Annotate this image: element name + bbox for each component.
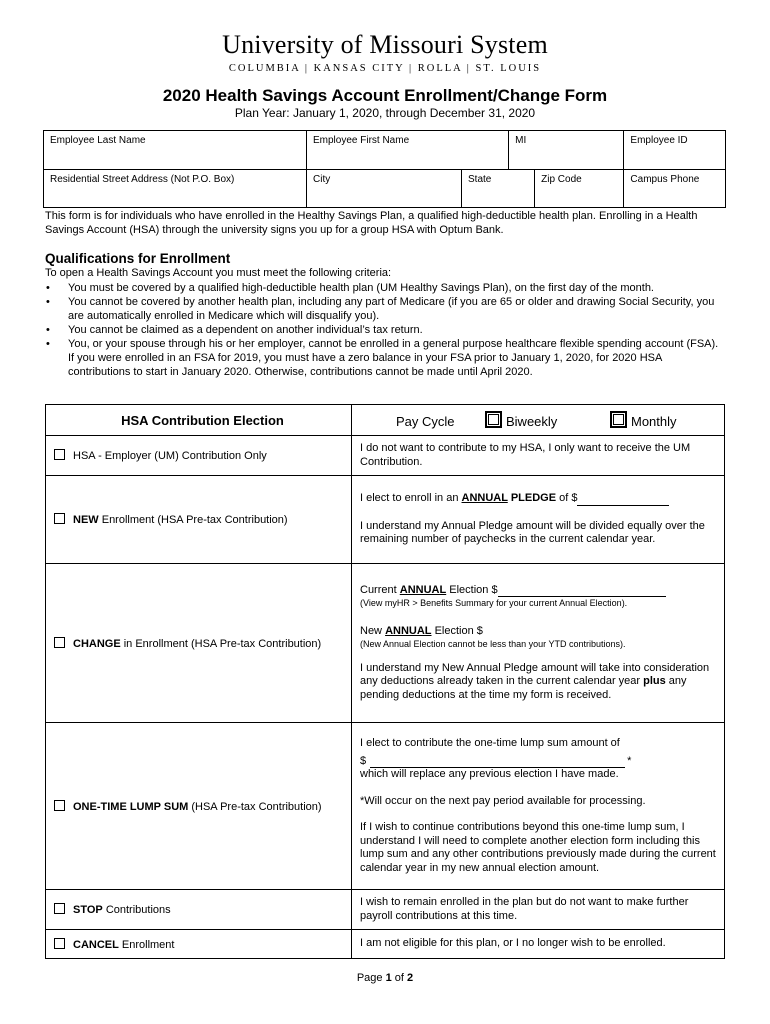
stop-label-rest: Contributions: [102, 904, 171, 916]
current-note: (View myHR > Benefits Summary for your current Annual Election).: [360, 598, 628, 609]
new-label-bold: NEW: [73, 514, 99, 526]
cancel-checkbox[interactable]: [54, 938, 65, 949]
letterhead: [0, 30, 770, 74]
intro-paragraph: This form is for individuals who have enrolled in the Healthy Savings Plan, a qualified high-deductible health plan. Enrolling in a Health Savings Account (HSA) through the university signs you up for a group HSA with Optum Bank.: [45, 210, 698, 236]
lump-star: *: [627, 754, 632, 767]
monthly-label: Monthly: [631, 414, 677, 429]
page-current: 1: [385, 972, 392, 984]
employee-info-table: [43, 130, 726, 208]
campus-phone-label: Campus Phone: [630, 174, 700, 185]
annual-pledge-input[interactable]: [577, 495, 669, 506]
lump-dollar: $: [360, 754, 367, 767]
cancel-label-rest: Enrollment: [118, 938, 175, 951]
lump-sum-option[interactable]: [46, 723, 352, 890]
stop-label-bold: STOP: [73, 904, 103, 916]
change-enrollment-checkbox[interactable]: [54, 637, 65, 648]
city-field[interactable]: [307, 170, 462, 208]
pledge-post: of $: [556, 492, 578, 505]
stop-option[interactable]: [46, 890, 352, 930]
stop-text: I wish to remain enrolled in the plan but do not want to make further payroll contributions at this time.: [352, 890, 725, 930]
change-label-bold: CHANGE: [73, 637, 121, 650]
election-header: HSA Contribution Election: [46, 405, 352, 436]
criteria-item: • You must be covered by a qualified high-deductible health plan (UM Healthy Savings Plan), on the first day of the month.: [45, 281, 725, 295]
new-note: (New Annual Election cannot be less than your YTD contributions).: [360, 639, 626, 650]
first-name-field[interactable]: [307, 131, 509, 170]
criteria-item: • You, or your spouse through his or her employer, cannot be enrolled in a general purpose healthcare flexible spending account (FSA).: [45, 337, 725, 351]
lump-text: If I wish to continue contributions beyond this one-time lump sum, I understand I will need to complete another election form including this lump sum and any other contributions previously made during the current calendar year in my new annual election amount.: [360, 821, 716, 874]
change-label-rest: in Enrollment (HSA Pre-tax Contribution): [120, 637, 322, 650]
new-enrollment-option[interactable]: [46, 476, 352, 564]
lump-note: *Will occur on the next pay period available for processing.: [360, 794, 646, 807]
pledge-pre: I elect to enroll in an: [360, 492, 462, 505]
lump-label-bold: ONE-TIME LUMP SUM: [73, 800, 189, 813]
cancel-label-bold: CANCEL: [73, 938, 119, 951]
criteria-list: [45, 281, 725, 379]
city-label: City: [313, 174, 331, 185]
biweekly-label: Biweekly: [506, 414, 558, 429]
state-label: State: [468, 174, 492, 185]
new-annual: ANNUAL: [385, 624, 432, 637]
lump-sum-checkbox[interactable]: [54, 800, 65, 811]
org-name: University of Missouri System: [222, 30, 548, 59]
employer-only-checkbox[interactable]: [54, 449, 65, 460]
lump-line1: I elect to contribute the one-time lump sum amount of: [360, 737, 620, 749]
address-field[interactable]: [44, 170, 307, 208]
change-enrollment-details: [352, 564, 725, 723]
new-label-rest: Enrollment (HSA Pre-tax Contribution): [98, 514, 288, 526]
zip-field[interactable]: [535, 170, 624, 208]
new-post: Election $: [431, 624, 483, 637]
current-annual: ANNUAL: [399, 583, 447, 596]
mi-field[interactable]: [509, 131, 624, 170]
current-pre: Current: [360, 583, 400, 596]
page-mid: of: [391, 972, 408, 984]
page-pre: Page: [356, 972, 386, 984]
first-name-label: Employee First Name: [313, 135, 410, 146]
qualifications-intro: To open a Health Savings Account you must meet the following criteria:: [45, 267, 392, 279]
pledge-bold: PLEDGE: [507, 492, 557, 505]
new-enrollment-text: I understand my Annual Pledge amount will be divided equally over the remaining number of paychecks in the current calendar year.: [360, 519, 705, 546]
change-enrollment-option[interactable]: [46, 564, 352, 723]
lump-label-rest: (HSA Pre-tax Contribution): [188, 800, 322, 813]
plan-year: Plan Year: January 1, 2020, through December 31, 2020: [234, 106, 536, 120]
pay-cycle-row: [352, 405, 725, 436]
new-enrollment-details: [352, 476, 725, 564]
contribution-election-table: [45, 404, 725, 959]
cancel-option[interactable]: [46, 930, 352, 959]
state-field[interactable]: [462, 170, 535, 208]
address-label: Residential Street Address (Not P.O. Box): [50, 174, 235, 185]
lump-line3: which will replace any previous election I have made.: [360, 768, 619, 780]
cancel-text: I am not eligible for this plan, or I no longer wish to be enrolled.: [352, 930, 725, 959]
mi-label: MI: [515, 135, 527, 146]
lump-sum-input[interactable]: [370, 757, 625, 768]
campus-phone-field[interactable]: [624, 170, 726, 208]
employee-id-label: Employee ID: [630, 135, 688, 146]
criteria-item: • You cannot be claimed as a dependent on another individual’s tax return.: [45, 323, 725, 337]
pay-cycle-label: Pay Cycle: [396, 414, 455, 429]
new-pre: New: [360, 624, 386, 637]
criteria-item: • You cannot be covered by another health plan, including any part of Medicare (if you are 65 or older and drawing Social Security, you are automatically enrolled in Medicare which will disqualify you).: [45, 295, 725, 323]
zip-label: Zip Code: [541, 174, 582, 185]
last-name-field[interactable]: [44, 131, 307, 170]
change-text-bold: plus: [643, 675, 666, 688]
biweekly-checkbox[interactable]: [485, 411, 502, 428]
current-election-input[interactable]: [498, 586, 666, 597]
form-title: 2020 Health Savings Account Enrollment/Change Form: [162, 86, 608, 105]
employer-only-label: HSA - Employer (UM) Contribution Only: [73, 450, 267, 462]
fsa-note: If you were enrolled in an FSA for 2019, you must have a zero balance in your FSA prior to January 1, 2020, for 2020 HSA contributions to start in January 2020. Otherwise, contributions cannot be made until April 2020.: [68, 352, 662, 378]
employee-id-field[interactable]: [624, 131, 726, 170]
change-text-post: any pending deductions at the time my form is received.: [360, 675, 687, 701]
monthly-checkbox[interactable]: [610, 411, 627, 428]
employer-only-text: I do not want to contribute to my HSA, I only want to receive the UM Contribution.: [352, 436, 725, 476]
new-enrollment-checkbox[interactable]: [54, 513, 65, 524]
page-number: [0, 972, 770, 984]
campus-list: COLUMBIA | KANSAS CITY | ROLLA | ST. LOUIS: [228, 63, 542, 74]
stop-checkbox[interactable]: [54, 903, 65, 914]
page-total: 2: [407, 972, 414, 984]
change-text-pre: I understand my New Annual Pledge amount will take into consideration any deductions already taken in the current calendar year: [360, 661, 710, 688]
qualifications-title: Qualifications for Enrollment: [45, 251, 231, 266]
last-name-label: Employee Last Name: [50, 135, 146, 146]
pledge-annual: ANNUAL: [461, 492, 508, 505]
current-post: Election $: [446, 583, 498, 596]
employer-only-option[interactable]: [46, 436, 352, 476]
lump-sum-details: [352, 723, 725, 890]
